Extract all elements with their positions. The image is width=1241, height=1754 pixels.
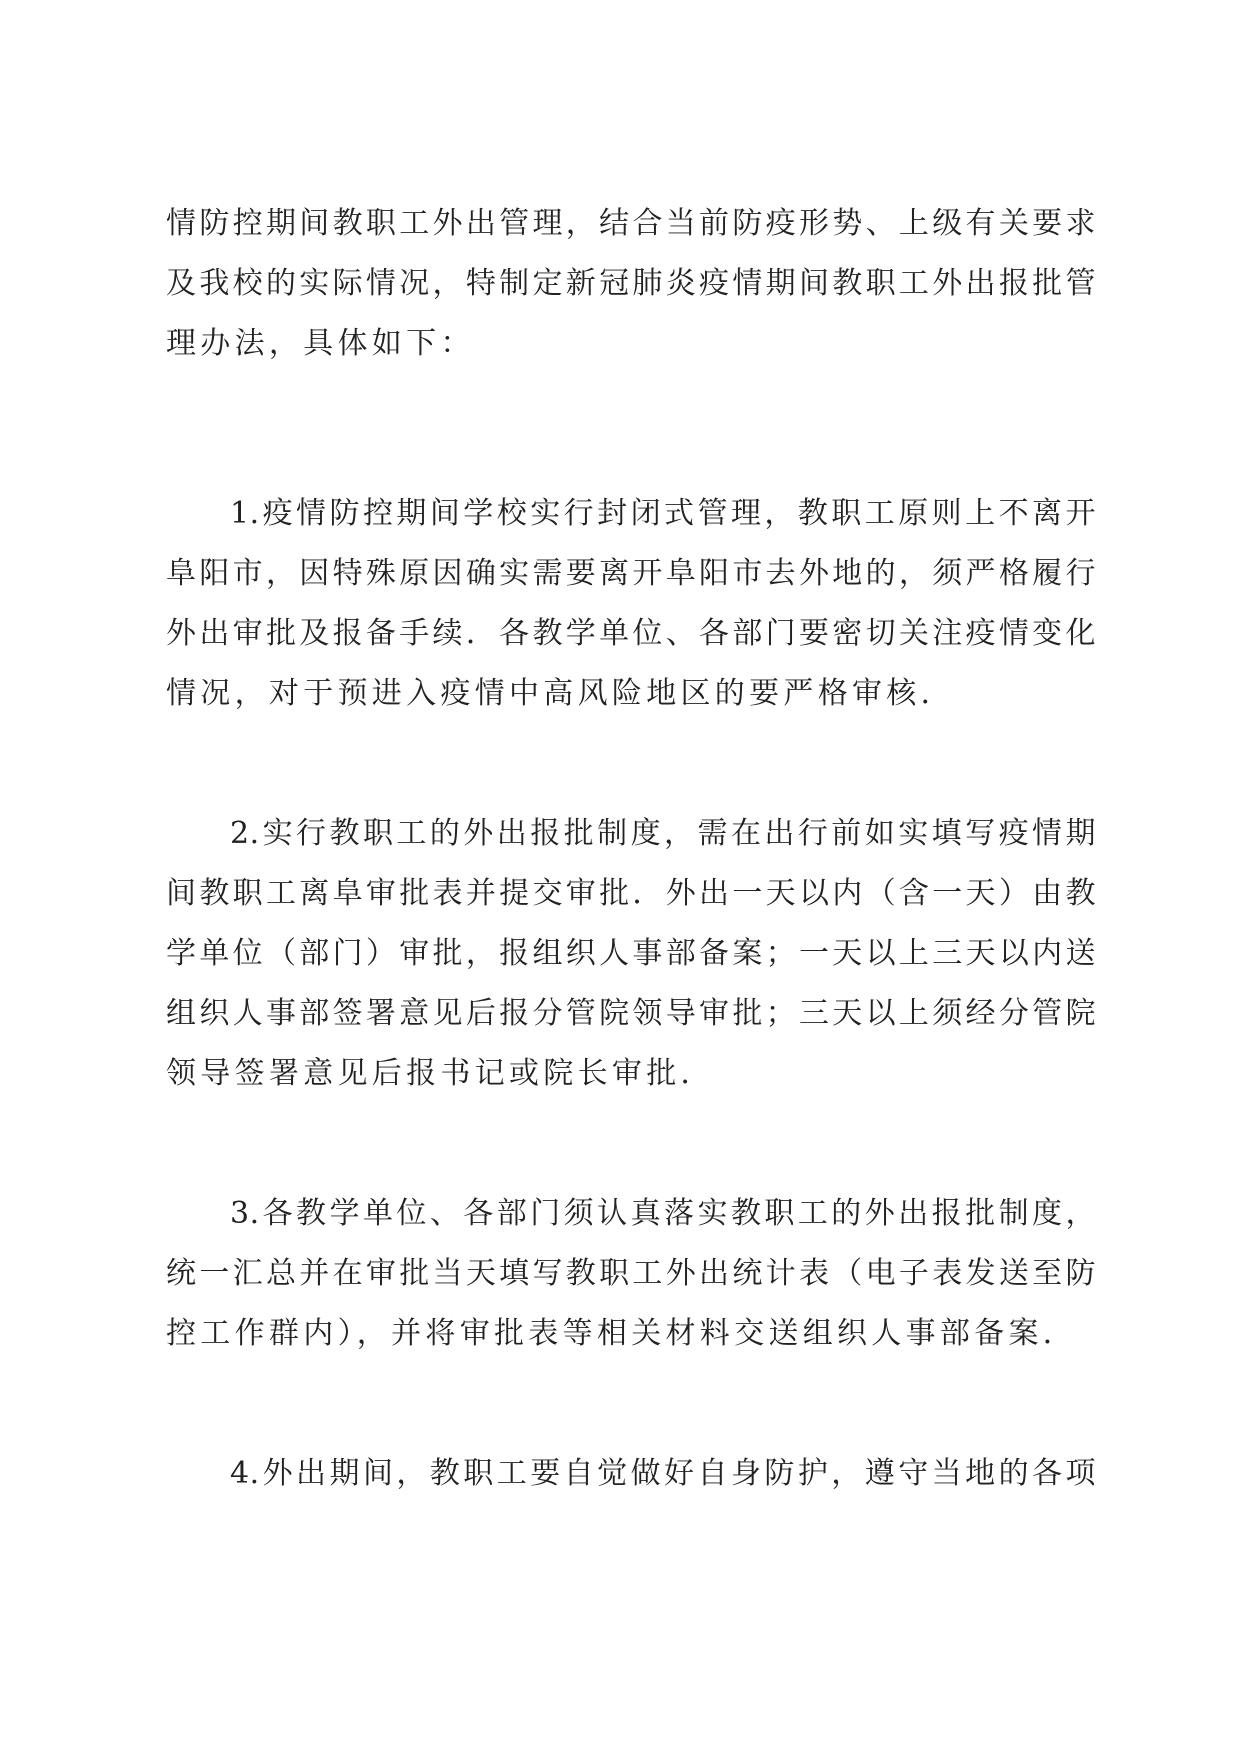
item-2-line-3: 学单位（部门）审批，报组织人事部备案；一天以上三天以内送: [166, 936, 1096, 971]
item-1-line-1: 1.疫情防控期间学校实行封闭式管理，教职工原则上不离开: [230, 496, 1096, 531]
item-2-line-5: 领导签署意见后报书记或院长审批．: [166, 1056, 715, 1091]
item-3-line-2: 统一汇总并在审批当天填写教职工外出统计表（电子表发送至防: [166, 1256, 1096, 1291]
item-2-line-2: 间教职工离阜审批表并提交审批．外出一天以内（含一天）由教: [166, 876, 1096, 911]
item-3-line-3: 控工作群内），并将审批表等相关材料交送组织人事部备案．: [166, 1316, 1078, 1351]
item-1-line-3: 外出审批及报备手续．各教学单位、各部门要密切关注疫情变化: [166, 616, 1096, 651]
paragraph-intro-line-2: 及我校的实际情况，特制定新冠肺炎疫情期间教职工外出报批管: [166, 266, 1096, 301]
item-1-line-4: 情况，对于预进入疫情中高风险地区的要严格审核．: [166, 676, 955, 711]
item-1-line-2: 阜阳市，因特殊原因确实需要离开阜阳市去外地的，须严格履行: [166, 556, 1096, 591]
item-4-line-1: 4.外出期间，教职工要自觉做好自身防护，遵守当地的各项: [230, 1456, 1096, 1491]
paragraph-intro-line-3: 理办法，具体如下：: [166, 326, 475, 361]
paragraph-intro-line-1: 情防控期间教职工外出管理，结合当前防疫形势、上级有关要求: [166, 206, 1096, 241]
item-2-line-4: 组织人事部签署意见后报分管院领导审批；三天以上须经分管院: [166, 996, 1096, 1031]
item-3-line-1: 3.各教学单位、各部门须认真落实教职工的外出报批制度，: [230, 1196, 1096, 1231]
item-2-line-1: 2.实行教职工的外出报批制度，需在出行前如实填写疫情期: [230, 816, 1096, 851]
